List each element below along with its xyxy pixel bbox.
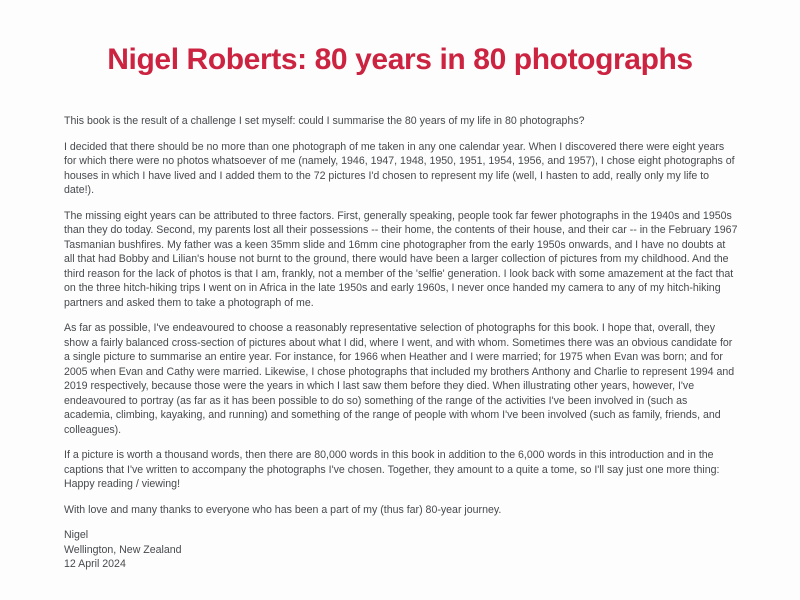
intro-paragraph-4: As far as possible, I've endeavoured to choose a reasonably representative selection of photographs for this book. I hope that, overall, they show a fairly balanced cross-section of pictures about what I did, where I went, and with whom. Sometimes there was an obvious candidate for a single picture to summarise an entire year. For instance, for 1966 when Heather and I were married; for 1975 when Evan was born; and for 2005 when Evan and Cathy were married. Likewise, I chose photographs that included my brothers Anthony and Charlie to represent 1994 and 2019 respectively, because those were the years in which I last saw them before they died. When illustrating other years, however, I've endeavoured to portray (as far as it has been possible to do so) something of the range of the activities I've been involved in (such as academia, climbing, kayaking, and running) and something of the range of people with whom I've been involved (such as family, friends, and colleagues). bbox=[64, 322, 735, 436]
page-title: Nigel Roberts: 80 years in 80 photographs bbox=[107, 43, 693, 76]
signature-location: Wellington, New Zealand bbox=[64, 543, 182, 556]
signature-block bbox=[64, 528, 738, 572]
intro-paragraph-2: I decided that there should be no more than one photograph of me taken in any one calendar year. When I discovered there were eight years for which there were no photos whatsoever of me (namely, 1946, 1947, 1948, 1950, 1951, 1954, 1956, and 1957), I chose eight photographs of houses in which I have lived and I added them to the 72 pictures I'd chosen to represent my life (well, I hasten to add, really only my life to date!). bbox=[64, 140, 735, 196]
intro-paragraph-1: This book is the result of a challenge I set myself: could I summarise the 80 years of my life in 80 photographs? bbox=[64, 115, 585, 127]
signature-name: Nigel bbox=[64, 529, 89, 541]
intro-paragraph-3: The missing eight years can be attributed to three factors. First, generally speaking, people took far fewer photographs in the 1940s and 1950s than they do today. Second, my parents lost all their possessions -- their home, the contents of their house, and their car -- in the February 1967 Tasmanian bushfires. My father was a keen 35mm slide and 16mm cine photographer from the early 1950s onwards, and I have no doubts at all that had Bobby and Lilian's house not burnt to the ground, there would have been a larger collection of pictures from my childhood. And the third reason for the lack of photos is that I am, frankly, not a member of the 'selfie' generation. I look back with some amazement at the fact that on the three hitch-hiking trips I went on in Africa in the late 1950s and early 1960s, I never once handed my camera to any of my hitch-hiking partners and asked them to take a photograph of me. bbox=[64, 209, 738, 309]
intro-paragraph-6: With love and many thanks to everyone who has been a part of my (thus far) 80-year journey. bbox=[64, 503, 502, 516]
introduction-text bbox=[64, 114, 738, 572]
intro-paragraph-5: If a picture is worth a thousand words, then there are 80,000 words in this book in addition to the 6,000 words in this introduction and in the captions that I've written to accompany the photographs I've chosen. Together, they amount to a quite a tome, so I'll say just one more thing: Happy reading / viewing! bbox=[64, 449, 720, 490]
signature-date: 12 April 2024 bbox=[64, 558, 126, 570]
